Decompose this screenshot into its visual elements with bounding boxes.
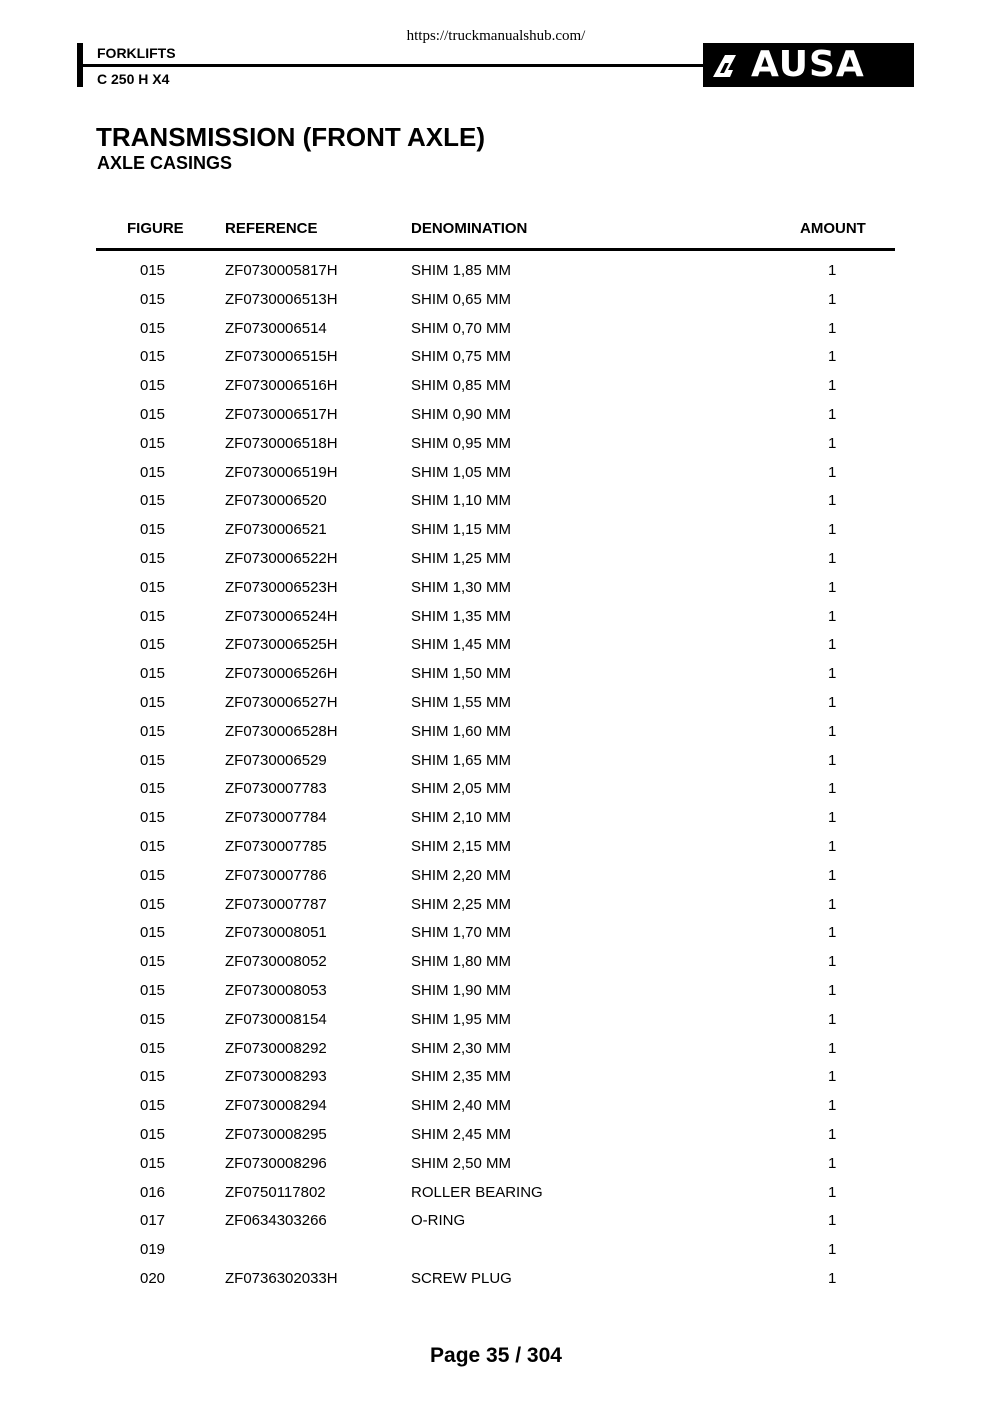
cell-amount: 1 [828,751,837,769]
cell-reference: ZF0730008296 [225,1154,327,1172]
cell-denomination: O-RING [411,1212,466,1230]
table-row [0,488,992,517]
ausa-logo-mark-icon [709,51,739,81]
cell-figure: 015 [140,377,166,395]
cell-denomination: SHIM 1,60 MM [411,722,512,740]
table-row [0,892,992,921]
cell-amount: 1 [828,463,837,481]
cell-figure: 015 [140,780,166,798]
cell-figure: 015 [140,405,166,423]
cell-denomination: SHIM 1,85 MM [411,262,512,279]
cell-reference: ZF0730007787 [225,895,327,913]
cell-reference: ZF0730006523H [225,578,338,596]
cell-figure: 015 [140,837,166,855]
cell-reference: ZF0730006527H [225,693,338,711]
cell-figure: 015 [140,319,166,337]
cell-denomination: SHIM 0,75 MM [411,348,512,366]
cell-figure: 015 [140,981,166,999]
cell-denomination: SHIM 1,70 MM [411,924,512,942]
cell-amount: 1 [828,434,837,452]
logo-text: AUSA [751,44,865,85]
table-row [0,949,992,978]
header-rule [83,64,708,67]
cell-reference: ZF0730006514 [225,319,327,337]
cell-figure: 015 [140,1154,166,1172]
ausa-logo [703,43,914,87]
cell-denomination: SHIM 2,15 MM [411,837,512,855]
cell-reference: ZF0730006516H [225,377,338,395]
cell-figure: 015 [140,693,166,711]
table-row [0,373,992,402]
cell-amount: 1 [828,1241,837,1259]
page-subtitle: AXLE CASINGS [97,153,233,173]
cell-figure: 015 [140,348,166,366]
table-row [0,1266,992,1295]
cell-figure: 015 [140,521,166,539]
table-row [0,546,992,575]
cell-figure: 019 [140,1241,166,1259]
table-row [0,1093,992,1122]
cell-denomination: SHIM 2,50 MM [411,1154,512,1172]
cell-reference: ZF0730006525H [225,636,338,654]
cell-amount: 1 [828,1212,837,1230]
table-row [0,1036,992,1065]
cell-reference: ZF0730008294 [225,1097,327,1115]
cell-figure: 015 [140,722,166,740]
table-row [0,287,992,316]
header-category: FORKLIFTS [97,45,176,61]
source-url: https://truckmanualshub.com/ [406,28,586,44]
table-row [0,805,992,834]
cell-amount: 1 [828,722,837,740]
table-row [0,776,992,805]
cell-figure: 015 [140,895,166,913]
table-row [0,575,992,604]
cell-reference: ZF0730006519H [225,463,338,481]
cell-figure: 015 [140,751,166,769]
cell-amount: 1 [828,1097,837,1115]
table-row [0,1122,992,1151]
cell-reference: ZF0730008292 [225,1039,327,1057]
cell-amount: 1 [828,953,837,971]
table-row [0,978,992,1007]
table-row [0,719,992,748]
cell-amount: 1 [828,578,837,596]
cell-figure: 015 [140,924,166,942]
cell-amount: 1 [828,290,837,308]
cell-figure: 015 [140,463,166,481]
table-row [0,1208,992,1237]
cell-amount: 1 [828,549,837,567]
cell-denomination: SHIM 1,45 MM [411,636,512,654]
cell-denomination: SHIM 0,85 MM [411,377,512,395]
cell-reference: ZF0730008154 [225,1010,327,1028]
cell-denomination: SHIM 1,15 MM [411,521,512,539]
cell-reference: ZF0730006513H [225,290,338,308]
cell-figure: 017 [140,1212,166,1230]
table-row [0,1180,992,1209]
cell-denomination: SHIM 1,35 MM [411,607,512,625]
cell-amount: 1 [828,262,837,279]
table-row [0,690,992,719]
table-row [0,517,992,546]
cell-denomination: SCREW PLUG [411,1269,512,1287]
cell-denomination: ROLLER BEARING [411,1183,543,1201]
cell-figure: 015 [140,809,166,827]
table-row [0,920,992,949]
cell-figure: 015 [140,262,166,279]
cell-reference: ZF0730006528H [225,722,338,740]
cell-reference: ZF0750117802 [225,1183,326,1201]
cell-reference: ZF0730008293 [225,1068,327,1086]
cell-reference: ZF0730007783 [225,780,327,798]
cell-denomination: SHIM 2,20 MM [411,866,512,884]
parts-table-body [0,258,992,1295]
page-title: TRANSMISSION (FRONT AXLE) [96,122,486,152]
column-header-denomination: DENOMINATION [411,220,528,237]
cell-amount: 1 [828,521,837,539]
cell-denomination: SHIM 0,65 MM [411,290,512,308]
cell-denomination: SHIM 2,30 MM [411,1039,512,1057]
cell-amount: 1 [828,895,837,913]
cell-amount: 1 [828,809,837,827]
cell-amount: 1 [828,607,837,625]
cell-reference: ZF0730006521 [225,521,327,539]
cell-denomination: SHIM 1,10 MM [411,492,512,510]
cell-amount: 1 [828,1269,837,1287]
cell-amount: 1 [828,981,837,999]
cell-denomination: SHIM 1,65 MM [411,751,512,769]
cell-denomination: SHIM 2,45 MM [411,1125,512,1143]
cell-reference: ZF0730006517H [225,405,338,423]
cell-figure: 015 [140,492,166,510]
cell-denomination: SHIM 2,05 MM [411,780,512,798]
cell-reference: ZF0730006518H [225,434,338,452]
page-number: Page 35 / 304 [430,1344,562,1367]
cell-amount: 1 [828,665,837,683]
cell-reference: ZF0730007786 [225,866,327,884]
cell-reference: ZF0730006515H [225,348,338,366]
table-row [0,1007,992,1036]
table-row [0,632,992,661]
table-row [0,1237,992,1266]
cell-figure: 015 [140,953,166,971]
cell-reference: ZF0730007784 [225,809,327,827]
cell-amount: 1 [828,377,837,395]
cell-amount: 1 [828,1125,837,1143]
table-row [0,1064,992,1093]
cell-reference: ZF0730008051 [225,924,327,942]
cell-figure: 015 [140,1039,166,1057]
table-row [0,863,992,892]
cell-denomination: SHIM 2,10 MM [411,809,512,827]
cell-figure: 020 [140,1269,166,1287]
column-header-reference: REFERENCE [225,220,318,237]
cell-denomination: SHIM 1,30 MM [411,578,512,596]
cell-amount: 1 [828,837,837,855]
cell-denomination: SHIM 1,55 MM [411,693,512,711]
cell-amount: 1 [828,405,837,423]
header-model: C 250 H X4 [97,71,170,87]
table-row [0,344,992,373]
cell-figure: 015 [140,665,166,683]
cell-reference: ZF0730006529 [225,751,327,769]
cell-denomination: SHIM 1,80 MM [411,953,512,971]
column-header-figure: FIGURE [127,220,184,237]
cell-denomination: SHIM 1,25 MM [411,549,512,567]
cell-amount: 1 [828,319,837,337]
cell-reference: ZF0730005817H [225,262,338,279]
cell-reference: ZF0730006520 [225,492,327,510]
cell-amount: 1 [828,636,837,654]
cell-amount: 1 [828,780,837,798]
cell-amount: 1 [828,1183,837,1201]
table-row [0,402,992,431]
cell-denomination: SHIM 2,25 MM [411,895,512,913]
cell-reference: ZF0730007785 [225,837,327,855]
cell-amount: 1 [828,1010,837,1028]
cell-denomination: SHIM 0,95 MM [411,434,512,452]
cell-denomination: SHIM 0,90 MM [411,405,512,423]
cell-figure: 015 [140,1010,166,1028]
cell-denomination: SHIM 1,50 MM [411,665,512,683]
cell-amount: 1 [828,1154,837,1172]
table-header-rule [96,248,895,251]
cell-denomination: SHIM 1,95 MM [411,1010,512,1028]
table-row [0,316,992,345]
table-row [0,834,992,863]
cell-amount: 1 [828,866,837,884]
cell-figure: 015 [140,1097,166,1115]
cell-figure: 015 [140,290,166,308]
cell-denomination: SHIM 1,90 MM [411,981,512,999]
cell-denomination: SHIM 1,05 MM [411,463,512,481]
table-row [0,431,992,460]
cell-amount: 1 [828,693,837,711]
cell-reference: ZF0730006524H [225,607,338,625]
table-row [0,460,992,489]
cell-reference: ZF0730008053 [225,981,327,999]
cell-amount: 1 [828,492,837,510]
cell-reference: ZF0730006522H [225,549,338,567]
table-row [0,661,992,690]
cell-reference: ZF0730008295 [225,1125,327,1143]
cell-figure: 015 [140,434,166,452]
cell-amount: 1 [828,1039,837,1057]
cell-figure: 015 [140,549,166,567]
cell-denomination: SHIM 2,35 MM [411,1068,512,1086]
cell-figure: 015 [140,1125,166,1143]
table-row [0,604,992,633]
cell-figure: 016 [140,1183,166,1201]
cell-reference: ZF0634303266 [225,1212,327,1230]
cell-figure: 015 [140,1068,166,1086]
cell-figure: 015 [140,636,166,654]
cell-amount: 1 [828,924,837,942]
table-row [0,748,992,777]
cell-amount: 1 [828,348,837,366]
cell-amount: 1 [828,1068,837,1086]
table-row [0,1151,992,1180]
cell-reference: ZF0736302033H [225,1269,338,1287]
cell-figure: 015 [140,607,166,625]
column-header-amount: AMOUNT [800,220,866,237]
cell-figure: 015 [140,866,166,884]
table-row [0,258,992,287]
cell-reference: ZF0730008052 [225,953,327,971]
cell-reference: ZF0730006526H [225,665,338,683]
cell-denomination: SHIM 0,70 MM [411,319,512,337]
cell-figure: 015 [140,578,166,596]
cell-denomination: SHIM 2,40 MM [411,1097,512,1115]
